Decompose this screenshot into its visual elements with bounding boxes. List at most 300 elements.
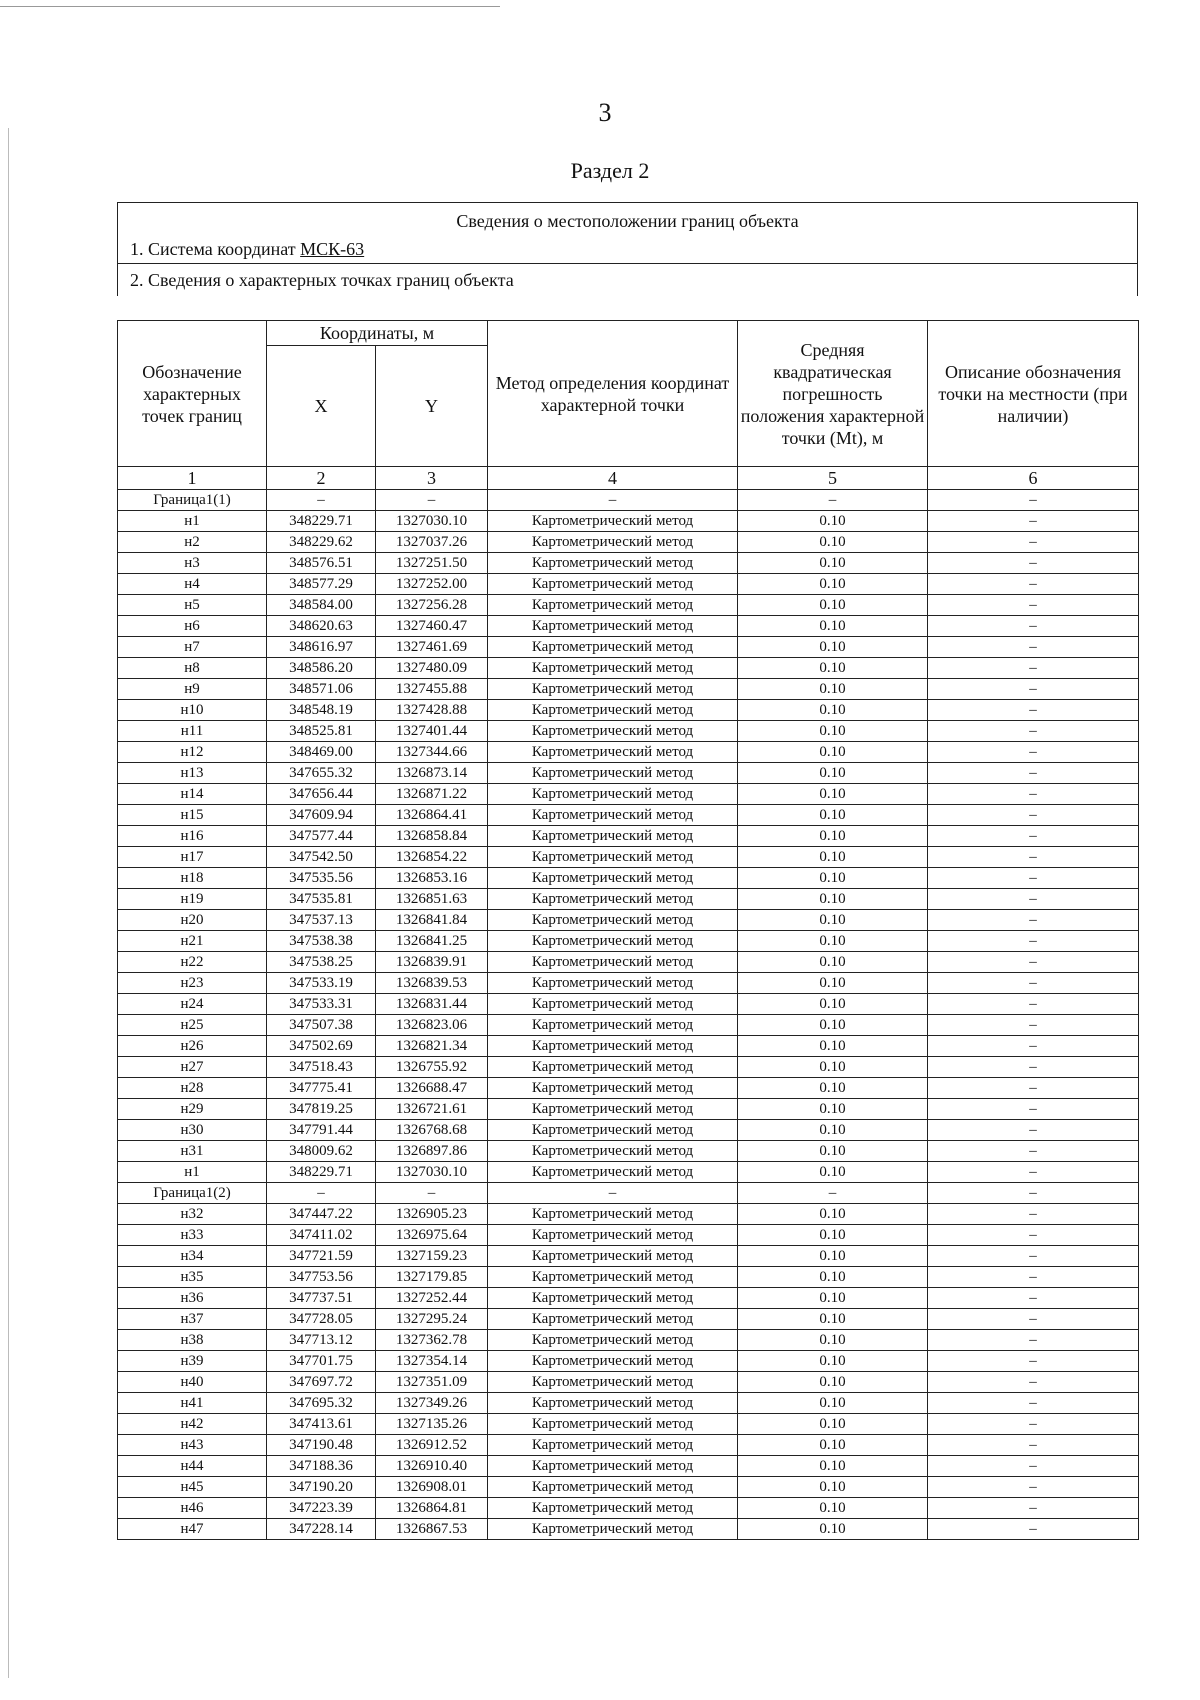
- accuracy-cell: 0.10: [738, 1435, 928, 1456]
- table-row: [118, 1267, 1139, 1288]
- method-cell: Картометрический метод: [488, 784, 738, 805]
- scan-margin-line: [8, 128, 9, 1678]
- accuracy-cell: 0.10: [738, 616, 928, 637]
- method-cell: Картометрический метод: [488, 1288, 738, 1309]
- x-coordinate-cell: –: [267, 1183, 376, 1204]
- method-cell: Картометрический метод: [488, 931, 738, 952]
- point-name-cell: н39: [118, 1351, 267, 1372]
- table-row: [118, 637, 1139, 658]
- description-cell: –: [928, 805, 1139, 826]
- accuracy-cell: 0.10: [738, 1498, 928, 1519]
- method-cell: Картометрический метод: [488, 1435, 738, 1456]
- point-name-cell: н14: [118, 784, 267, 805]
- x-coordinate-cell: 347190.48: [267, 1435, 376, 1456]
- description-cell: –: [928, 1036, 1139, 1057]
- y-coordinate-cell: 1327179.85: [376, 1267, 488, 1288]
- method-cell: Картометрический метод: [488, 1477, 738, 1498]
- x-coordinate-cell: 347413.61: [267, 1414, 376, 1435]
- point-name-cell: н41: [118, 1393, 267, 1414]
- accuracy-cell: 0.10: [738, 1393, 928, 1414]
- accuracy-cell: 0.10: [738, 784, 928, 805]
- description-cell: –: [928, 1267, 1139, 1288]
- method-cell: Картометрический метод: [488, 994, 738, 1015]
- point-name-cell: н10: [118, 700, 267, 721]
- table-row: [118, 700, 1139, 721]
- x-coordinate-cell: 347609.94: [267, 805, 376, 826]
- info-frame: [117, 202, 1138, 296]
- accuracy-cell: 0.10: [738, 679, 928, 700]
- description-cell: –: [928, 847, 1139, 868]
- method-cell: Картометрический метод: [488, 1330, 738, 1351]
- y-coordinate-cell: 1327252.00: [376, 574, 488, 595]
- point-name-cell: н17: [118, 847, 267, 868]
- x-coordinate-cell: 347533.19: [267, 973, 376, 994]
- x-coordinate-cell: 347537.13: [267, 910, 376, 931]
- description-cell: –: [928, 553, 1139, 574]
- method-cell: Картометрический метод: [488, 1414, 738, 1435]
- point-name-cell: н19: [118, 889, 267, 910]
- method-cell: Картометрический метод: [488, 742, 738, 763]
- description-cell: –: [928, 658, 1139, 679]
- point-name-cell: н22: [118, 952, 267, 973]
- method-cell: Картометрический метод: [488, 511, 738, 532]
- method-cell: Картометрический метод: [488, 574, 738, 595]
- accuracy-cell: 0.10: [738, 700, 928, 721]
- accuracy-cell: 0.10: [738, 1225, 928, 1246]
- point-name-cell: н5: [118, 595, 267, 616]
- header-y: Y: [376, 346, 488, 467]
- description-cell: –: [928, 784, 1139, 805]
- x-coordinate-cell: 347775.41: [267, 1078, 376, 1099]
- y-coordinate-cell: 1326864.81: [376, 1498, 488, 1519]
- table-row: [118, 1162, 1139, 1183]
- y-coordinate-cell: 1326839.91: [376, 952, 488, 973]
- y-coordinate-cell: 1327461.69: [376, 637, 488, 658]
- accuracy-cell: 0.10: [738, 721, 928, 742]
- accuracy-cell: 0.10: [738, 1246, 928, 1267]
- x-coordinate-cell: 348229.62: [267, 532, 376, 553]
- method-cell: Картометрический метод: [488, 1267, 738, 1288]
- description-cell: –: [928, 1330, 1139, 1351]
- table-row: [118, 931, 1139, 952]
- y-coordinate-cell: 1326851.63: [376, 889, 488, 910]
- table-row: [118, 595, 1139, 616]
- description-cell: –: [928, 1498, 1139, 1519]
- y-coordinate-cell: 1327428.88: [376, 700, 488, 721]
- method-cell: Картометрический метод: [488, 910, 738, 931]
- method-cell: Картометрический метод: [488, 952, 738, 973]
- description-cell: –: [928, 1141, 1139, 1162]
- x-coordinate-cell: 348586.20: [267, 658, 376, 679]
- table-row: [118, 1519, 1139, 1540]
- point-name-cell: н7: [118, 637, 267, 658]
- x-coordinate-cell: 348548.19: [267, 700, 376, 721]
- accuracy-cell: 0.10: [738, 658, 928, 679]
- x-coordinate-cell: 348525.81: [267, 721, 376, 742]
- section-title: Раздел 2: [570, 158, 650, 183]
- x-coordinate-cell: 347728.05: [267, 1309, 376, 1330]
- method-cell: Картометрический метод: [488, 1162, 738, 1183]
- accuracy-cell: 0.10: [738, 805, 928, 826]
- table-row: [118, 1246, 1139, 1267]
- accuracy-cell: 0.10: [738, 1372, 928, 1393]
- method-cell: Картометрический метод: [488, 532, 738, 553]
- table-row: [118, 1309, 1139, 1330]
- description-cell: –: [928, 1351, 1139, 1372]
- method-cell: Картометрический метод: [488, 1141, 738, 1162]
- y-coordinate-cell: 1326841.25: [376, 931, 488, 952]
- coord-system-value: МСК-63: [300, 239, 365, 259]
- y-coordinate-cell: 1326867.53: [376, 1519, 488, 1540]
- description-cell: –: [928, 679, 1139, 700]
- accuracy-cell: 0.10: [738, 1330, 928, 1351]
- y-coordinate-cell: 1326688.47: [376, 1078, 488, 1099]
- description-cell: –: [928, 721, 1139, 742]
- y-coordinate-cell: 1327252.44: [376, 1288, 488, 1309]
- table-row: [118, 1141, 1139, 1162]
- description-cell: –: [928, 1225, 1139, 1246]
- accuracy-cell: 0.10: [738, 595, 928, 616]
- table-row: [118, 847, 1139, 868]
- description-cell: –: [928, 595, 1139, 616]
- accuracy-cell: –: [738, 490, 928, 511]
- points-heading: 2. Сведения о характерных точках границ объекта: [118, 263, 1137, 296]
- y-coordinate-cell: 1327460.47: [376, 616, 488, 637]
- point-name-cell: н28: [118, 1078, 267, 1099]
- x-coordinate-cell: 347695.32: [267, 1393, 376, 1414]
- point-name-cell: н36: [118, 1288, 267, 1309]
- description-cell: –: [928, 931, 1139, 952]
- x-coordinate-cell: 348620.63: [267, 616, 376, 637]
- method-cell: Картометрический метод: [488, 1498, 738, 1519]
- x-coordinate-cell: 348469.00: [267, 742, 376, 763]
- method-cell: Картометрический метод: [488, 658, 738, 679]
- description-cell: –: [928, 994, 1139, 1015]
- y-coordinate-cell: 1327455.88: [376, 679, 488, 700]
- method-cell: Картометрический метод: [488, 595, 738, 616]
- y-coordinate-cell: 1327351.09: [376, 1372, 488, 1393]
- description-cell: –: [928, 1057, 1139, 1078]
- x-coordinate-cell: 348584.00: [267, 595, 376, 616]
- table-row: [118, 1351, 1139, 1372]
- x-coordinate-cell: 347447.22: [267, 1204, 376, 1225]
- accuracy-cell: 0.10: [738, 1204, 928, 1225]
- y-coordinate-cell: 1326821.34: [376, 1036, 488, 1057]
- description-cell: –: [928, 616, 1139, 637]
- accuracy-cell: 0.10: [738, 1015, 928, 1036]
- accuracy-cell: 0.10: [738, 1414, 928, 1435]
- accuracy-cell: 0.10: [738, 532, 928, 553]
- method-cell: Картометрический метод: [488, 1393, 738, 1414]
- x-coordinate-cell: 347535.56: [267, 868, 376, 889]
- description-cell: –: [928, 952, 1139, 973]
- method-cell: Картометрический метод: [488, 889, 738, 910]
- x-coordinate-cell: 347507.38: [267, 1015, 376, 1036]
- method-cell: Картометрический метод: [488, 553, 738, 574]
- table-row: [118, 721, 1139, 742]
- coord-system-row: [118, 235, 1137, 263]
- method-cell: Картометрический метод: [488, 1099, 738, 1120]
- table-row: [118, 532, 1139, 553]
- y-coordinate-cell: 1326910.40: [376, 1456, 488, 1477]
- y-coordinate-cell: 1326854.22: [376, 847, 488, 868]
- table-row: [118, 868, 1139, 889]
- description-cell: –: [928, 1414, 1139, 1435]
- accuracy-cell: 0.10: [738, 1057, 928, 1078]
- point-name-cell: н18: [118, 868, 267, 889]
- x-coordinate-cell: 347819.25: [267, 1099, 376, 1120]
- table-row: [118, 805, 1139, 826]
- page-number: 3: [598, 98, 612, 127]
- method-cell: Картометрический метод: [488, 1519, 738, 1540]
- point-name-cell: н15: [118, 805, 267, 826]
- description-cell: –: [928, 1288, 1139, 1309]
- y-coordinate-cell: 1326841.84: [376, 910, 488, 931]
- x-coordinate-cell: 347713.12: [267, 1330, 376, 1351]
- table-row: [118, 1414, 1139, 1435]
- column-number: 3: [376, 467, 488, 490]
- point-name-cell: н31: [118, 1141, 267, 1162]
- point-name-cell: н11: [118, 721, 267, 742]
- x-coordinate-cell: 347655.32: [267, 763, 376, 784]
- point-name-cell: н2: [118, 532, 267, 553]
- point-name-cell: н34: [118, 1246, 267, 1267]
- description-cell: –: [928, 868, 1139, 889]
- coordinates-table: [117, 320, 1139, 1540]
- method-cell: Картометрический метод: [488, 1456, 738, 1477]
- column-number: 1: [118, 467, 267, 490]
- x-coordinate-cell: 348009.62: [267, 1141, 376, 1162]
- method-cell: Картометрический метод: [488, 1078, 738, 1099]
- table-row: [118, 553, 1139, 574]
- method-cell: –: [488, 1183, 738, 1204]
- table-row: [118, 889, 1139, 910]
- accuracy-cell: 0.10: [738, 1162, 928, 1183]
- y-coordinate-cell: 1326858.84: [376, 826, 488, 847]
- x-coordinate-cell: 348616.97: [267, 637, 376, 658]
- accuracy-cell: 0.10: [738, 973, 928, 994]
- y-coordinate-cell: 1326864.41: [376, 805, 488, 826]
- accuracy-cell: 0.10: [738, 1519, 928, 1540]
- accuracy-cell: 0.10: [738, 637, 928, 658]
- accuracy-cell: 0.10: [738, 1351, 928, 1372]
- x-coordinate-cell: 348571.06: [267, 679, 376, 700]
- x-coordinate-cell: 347190.20: [267, 1477, 376, 1498]
- y-coordinate-cell: 1326721.61: [376, 1099, 488, 1120]
- description-cell: –: [928, 763, 1139, 784]
- table-row: [118, 973, 1139, 994]
- table-row: [118, 1456, 1139, 1477]
- description-cell: –: [928, 1183, 1139, 1204]
- accuracy-cell: –: [738, 1183, 928, 1204]
- accuracy-cell: 0.10: [738, 511, 928, 532]
- table-row: [118, 490, 1139, 511]
- table-row: [118, 1099, 1139, 1120]
- table-body: [118, 490, 1139, 1540]
- x-coordinate-cell: 347518.43: [267, 1057, 376, 1078]
- point-name-cell: н24: [118, 994, 267, 1015]
- y-coordinate-cell: 1327135.26: [376, 1414, 488, 1435]
- table-row: [118, 658, 1139, 679]
- x-coordinate-cell: 347223.39: [267, 1498, 376, 1519]
- table-row: [118, 784, 1139, 805]
- header-point-designation: Обозначение характерных точек границ: [118, 321, 267, 467]
- point-name-cell: н9: [118, 679, 267, 700]
- point-name-cell: н46: [118, 1498, 267, 1519]
- x-coordinate-cell: 347697.72: [267, 1372, 376, 1393]
- x-coordinate-cell: 347502.69: [267, 1036, 376, 1057]
- table-row: [118, 574, 1139, 595]
- y-coordinate-cell: 1327037.26: [376, 532, 488, 553]
- x-coordinate-cell: 348577.29: [267, 574, 376, 595]
- table-row: [118, 763, 1139, 784]
- point-name-cell: н32: [118, 1204, 267, 1225]
- accuracy-cell: 0.10: [738, 1036, 928, 1057]
- y-coordinate-cell: 1327354.14: [376, 1351, 488, 1372]
- point-name-cell: н44: [118, 1456, 267, 1477]
- description-cell: –: [928, 1456, 1139, 1477]
- header-coordinates: Координаты, м: [267, 321, 488, 346]
- y-coordinate-cell: 1327344.66: [376, 742, 488, 763]
- column-number: 4: [488, 467, 738, 490]
- coord-system-label: 1. Система координат: [130, 239, 301, 259]
- method-cell: Картометрический метод: [488, 637, 738, 658]
- accuracy-cell: 0.10: [738, 1309, 928, 1330]
- y-coordinate-cell: 1327251.50: [376, 553, 488, 574]
- column-number: 6: [928, 467, 1139, 490]
- x-coordinate-cell: 347577.44: [267, 826, 376, 847]
- method-cell: Картометрический метод: [488, 700, 738, 721]
- x-coordinate-cell: 347188.36: [267, 1456, 376, 1477]
- x-coordinate-cell: 347737.51: [267, 1288, 376, 1309]
- y-coordinate-cell: –: [376, 490, 488, 511]
- point-name-cell: н30: [118, 1120, 267, 1141]
- description-cell: –: [928, 1099, 1139, 1120]
- x-coordinate-cell: 348576.51: [267, 553, 376, 574]
- y-coordinate-cell: 1326755.92: [376, 1057, 488, 1078]
- x-coordinate-cell: 347542.50: [267, 847, 376, 868]
- accuracy-cell: 0.10: [738, 889, 928, 910]
- x-coordinate-cell: 347228.14: [267, 1519, 376, 1540]
- accuracy-cell: 0.10: [738, 868, 928, 889]
- frame-title: Сведения о местоположении границ объекта: [456, 211, 799, 231]
- description-cell: –: [928, 1204, 1139, 1225]
- point-name-cell: н3: [118, 553, 267, 574]
- accuracy-cell: 0.10: [738, 952, 928, 973]
- point-name-cell: н35: [118, 1267, 267, 1288]
- method-cell: Картометрический метод: [488, 847, 738, 868]
- accuracy-cell: 0.10: [738, 1477, 928, 1498]
- method-cell: Картометрический метод: [488, 721, 738, 742]
- method-cell: Картометрический метод: [488, 868, 738, 889]
- point-name-cell: н45: [118, 1477, 267, 1498]
- point-name-cell: н21: [118, 931, 267, 952]
- point-name-cell: н20: [118, 910, 267, 931]
- y-coordinate-cell: 1326871.22: [376, 784, 488, 805]
- table-row: [118, 826, 1139, 847]
- header-method: Метод определения координат характерной точки: [488, 321, 738, 467]
- y-coordinate-cell: 1326912.52: [376, 1435, 488, 1456]
- table-row: [118, 994, 1139, 1015]
- x-coordinate-cell: 347753.56: [267, 1267, 376, 1288]
- description-cell: –: [928, 889, 1139, 910]
- table-row: [118, 1036, 1139, 1057]
- column-number: 5: [738, 467, 928, 490]
- x-coordinate-cell: 348229.71: [267, 1162, 376, 1183]
- description-cell: –: [928, 910, 1139, 931]
- table-row: [118, 1330, 1139, 1351]
- point-name-cell: н12: [118, 742, 267, 763]
- point-name-cell: н4: [118, 574, 267, 595]
- description-cell: –: [928, 1015, 1139, 1036]
- y-coordinate-cell: –: [376, 1183, 488, 1204]
- table-row: [118, 1393, 1139, 1414]
- point-name-cell: н29: [118, 1099, 267, 1120]
- y-coordinate-cell: 1326853.16: [376, 868, 488, 889]
- accuracy-cell: 0.10: [738, 826, 928, 847]
- y-coordinate-cell: 1327030.10: [376, 1162, 488, 1183]
- point-name-cell: н47: [118, 1519, 267, 1540]
- point-name-cell: н27: [118, 1057, 267, 1078]
- method-cell: Картометрический метод: [488, 763, 738, 784]
- table-row: [118, 952, 1139, 973]
- point-name-cell: н23: [118, 973, 267, 994]
- method-cell: Картометрический метод: [488, 1057, 738, 1078]
- table-row: [118, 1435, 1139, 1456]
- method-cell: Картометрический метод: [488, 1015, 738, 1036]
- accuracy-cell: 0.10: [738, 1099, 928, 1120]
- point-name-cell: н8: [118, 658, 267, 679]
- description-cell: –: [928, 1309, 1139, 1330]
- header-accuracy: Средняя квадратическая погрешность положения характерной точки (Mt), м: [738, 321, 928, 467]
- description-cell: –: [928, 490, 1139, 511]
- point-name-cell: н13: [118, 763, 267, 784]
- y-coordinate-cell: 1326905.23: [376, 1204, 488, 1225]
- description-cell: –: [928, 826, 1139, 847]
- accuracy-cell: 0.10: [738, 931, 928, 952]
- table-row: [118, 1015, 1139, 1036]
- y-coordinate-cell: 1326823.06: [376, 1015, 488, 1036]
- accuracy-cell: 0.10: [738, 574, 928, 595]
- point-name-cell: н40: [118, 1372, 267, 1393]
- y-coordinate-cell: 1326873.14: [376, 763, 488, 784]
- accuracy-cell: 0.10: [738, 553, 928, 574]
- x-coordinate-cell: 347533.31: [267, 994, 376, 1015]
- y-coordinate-cell: 1326897.86: [376, 1141, 488, 1162]
- accuracy-cell: 0.10: [738, 1120, 928, 1141]
- method-cell: Картометрический метод: [488, 1246, 738, 1267]
- point-name-cell: н25: [118, 1015, 267, 1036]
- table-row: [118, 1120, 1139, 1141]
- method-cell: Картометрический метод: [488, 1351, 738, 1372]
- y-coordinate-cell: 1327401.44: [376, 721, 488, 742]
- x-coordinate-cell: 347701.75: [267, 1351, 376, 1372]
- y-coordinate-cell: 1327295.24: [376, 1309, 488, 1330]
- point-name-cell: н6: [118, 616, 267, 637]
- point-name-cell: н37: [118, 1309, 267, 1330]
- header-x: X: [267, 346, 376, 467]
- x-coordinate-cell: 347538.38: [267, 931, 376, 952]
- method-cell: Картометрический метод: [488, 1372, 738, 1393]
- table-row: [118, 1057, 1139, 1078]
- table-row: [118, 1498, 1139, 1519]
- method-cell: Картометрический метод: [488, 826, 738, 847]
- accuracy-cell: 0.10: [738, 1267, 928, 1288]
- description-cell: –: [928, 637, 1139, 658]
- method-cell: Картометрический метод: [488, 1225, 738, 1246]
- method-cell: Картометрический метод: [488, 1120, 738, 1141]
- description-cell: –: [928, 1435, 1139, 1456]
